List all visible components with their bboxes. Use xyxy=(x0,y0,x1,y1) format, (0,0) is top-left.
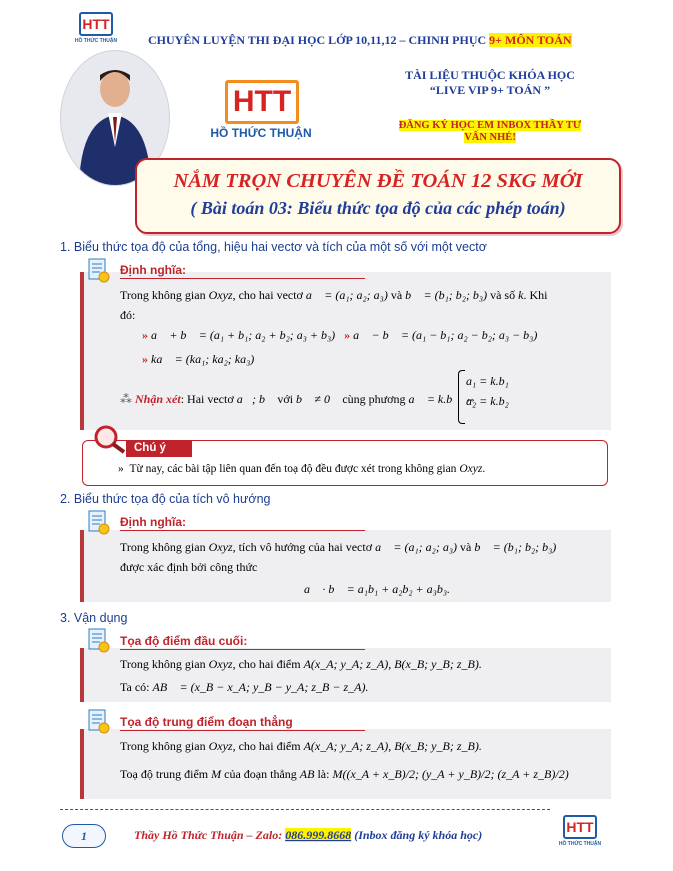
footer-divider xyxy=(60,809,550,810)
card-2-title: Tọa độ trung điểm đoạn thẳng xyxy=(120,715,293,729)
s1-text: Trong không gian xyxy=(120,288,209,302)
s3-vector-ab: AB⃗ = (x_B − x_A; y_B − y_A; z_B − z_A). xyxy=(152,680,369,694)
s1-text: với xyxy=(274,392,297,406)
title-banner xyxy=(135,158,621,234)
sparkle-icon: ⁂ xyxy=(120,392,132,406)
s1-oxyz: Oxyz xyxy=(208,288,233,302)
footer-logo-mark: HTT xyxy=(563,815,597,839)
header-title-highlight: 9+ MÔN TOÁN xyxy=(489,33,572,47)
section-1-line-1 xyxy=(120,288,547,303)
register-text xyxy=(380,120,600,144)
s2-text: Trong không gian xyxy=(120,540,209,554)
section-1-remark xyxy=(120,392,477,407)
bullet-icon: » xyxy=(118,463,124,475)
s3-text: Ta có: xyxy=(120,680,153,694)
s1-text: cùng phương xyxy=(339,392,409,406)
section-1-line-2: đó: xyxy=(120,308,136,322)
card-1-line-1 xyxy=(120,657,482,672)
s1-scale-formula: ka⃗ = (ka₁; ka₂; ka₃) xyxy=(151,352,255,366)
s3-text: là: xyxy=(314,767,333,781)
bullet-icon: » xyxy=(142,352,148,366)
note-title-tab: Chú ý xyxy=(126,440,192,457)
card-2-underline xyxy=(120,730,365,731)
card-1-title: Tọa độ điểm đầu cuối: xyxy=(120,634,248,648)
system-eq-1: a₁ = k.b₁ xyxy=(466,374,509,388)
s1-remark-equation: a⃗ = k.b⃗ ⇔ xyxy=(408,392,477,406)
s3-text: Toạ độ trung điểm xyxy=(120,767,212,781)
s1-text: và số xyxy=(487,288,519,302)
s3-text: của đoạn thẳng xyxy=(221,767,300,781)
banner-line-1: NẮM TRỌN CHUYÊN ĐỀ TOÁN 12 SKG MỚI xyxy=(173,170,583,192)
s3-oxyz: Oxyz xyxy=(208,657,233,671)
logo-caption: HỒ THỨC THUẬN xyxy=(74,38,118,44)
footer-inbox: (Inbox đăng ký khóa học) xyxy=(351,828,483,842)
s1-text: , cho hai vectơ xyxy=(232,288,306,302)
s3-points: A(x_A; y_A; z_A), B(x_B; y_B; z_B). xyxy=(303,739,482,753)
section-1-sum-diff xyxy=(142,328,537,343)
page-number-cloud xyxy=(62,824,106,848)
brand-logo-mark: HTT xyxy=(225,80,299,124)
footer-author: Thầy Hồ Thức Thuận – Zalo: xyxy=(134,828,286,842)
s3-points: A(x_A; y_A; z_A), B(x_B; y_B; z_B). xyxy=(303,657,482,671)
card-1-line-2 xyxy=(120,680,368,695)
s3-text: , cho hai điểm xyxy=(232,739,304,753)
s3-midpoint: M xyxy=(211,767,222,781)
s2-text: , tích vô hướng của hai vectơ xyxy=(232,540,376,554)
header-title xyxy=(148,33,572,48)
header-logo-small xyxy=(72,12,120,44)
section-2-def-underline xyxy=(120,530,365,531)
note-text-end: . xyxy=(482,463,486,475)
note-text xyxy=(118,463,485,475)
s1-vector-b: b⃗ = (b₁; b₂; b₃) xyxy=(405,288,488,302)
s2-oxyz: Oxyz xyxy=(208,540,233,554)
footer-phone: 086.999.8668 xyxy=(285,828,352,842)
s1-vector-a: a⃗ = (a₁; a₂; a₃) xyxy=(305,288,388,302)
s2-text: và xyxy=(457,540,475,554)
magnifier-icon xyxy=(92,424,128,454)
document-icon xyxy=(88,258,110,284)
s2-vector-a: a⃗ = (a₁; a₂; a₃) xyxy=(375,540,458,554)
header-title-text: CHUYÊN LUYỆN THI ĐẠI HỌC LỚP 10,11,12 – CHINH PHỤC xyxy=(148,33,487,47)
logo-mark: HTT xyxy=(79,12,113,36)
brand-logo xyxy=(196,80,326,140)
s3-segment: AB xyxy=(299,767,315,781)
s1-text: . Khi xyxy=(523,288,548,302)
section-2-line-1 xyxy=(120,540,556,555)
section-2-line-2: được xác định bởi công thức xyxy=(120,560,258,574)
promo-line-1: TÀI LIỆU THUỘC KHÓA HỌC xyxy=(405,68,575,82)
register-line-1: ĐĂNG KÝ HỌC EM INBOX THẦY TƯ xyxy=(398,120,582,131)
s1-sum-formula: a⃗ + b⃗ = (a₁ + b₁; a₂ + b₂; a₃ + b₃) xyxy=(151,328,336,342)
remark-label: Nhận xét xyxy=(135,392,181,406)
card-2-line-1 xyxy=(120,739,482,754)
section-1-heading: 1. Biểu thức tọa độ của tổng, hiệu hai vectơ và tích của một số với một vectơ xyxy=(60,240,487,254)
footer-logo-caption: HỒ THỨC THUẬN xyxy=(558,841,602,847)
document-icon xyxy=(88,709,110,735)
promo-line-2: “LIVE VIP 9+ TOÁN ” xyxy=(429,83,551,97)
s3-oxyz: Oxyz xyxy=(208,739,233,753)
s3-text: Trong không gian xyxy=(120,657,209,671)
document-icon xyxy=(88,510,110,536)
system-brace xyxy=(458,370,465,424)
s1-remark-vectors: a⃗; b⃗ xyxy=(236,392,275,406)
brand-caption: HỒ THỨC THUẬN xyxy=(210,126,312,140)
section-2-heading: 2. Biểu thức tọa độ của tích vô hướng xyxy=(60,492,271,506)
page-number: 1 xyxy=(81,829,87,843)
note-oxyz: Oxyz xyxy=(459,463,483,475)
s1-text: và xyxy=(387,288,406,302)
note-text-body: Từ nay, các bài tập liên quan đến toạ độ đều được xét trong không gian xyxy=(129,463,460,475)
register-line-2: VẤN NHÉ! xyxy=(464,132,516,143)
section-3-heading: 3. Vận dụng xyxy=(60,611,128,625)
footer-logo xyxy=(552,815,608,847)
section-2-def-title: Định nghĩa: xyxy=(120,515,186,529)
section-1-def-underline xyxy=(120,278,365,279)
promo-text xyxy=(380,68,600,98)
system-eq-2: a₂ = k.b₂ xyxy=(466,394,509,408)
footer-credit xyxy=(134,828,482,843)
s3-text: , cho hai điểm xyxy=(232,657,304,671)
s1-remark-condition: b⃗ ≠ 0⃗ xyxy=(296,392,340,406)
s3-midpoint-formula: M((x_A + x_B)/2; (y_A + y_B)/2; (z_A + z_B)/2) xyxy=(332,767,569,781)
section-2-formula: a⃗ · b⃗ = a₁b₁ + a₂b₂ + a₃b₃. xyxy=(304,582,450,596)
s1-scalar: k xyxy=(518,288,524,302)
banner-line-2: ( Bài toán 03: Biểu thức tọa độ của các phép toán) xyxy=(190,198,566,218)
section-1-def-title: Định nghĩa: xyxy=(120,263,186,277)
s2-vector-b: b⃗ = (b₁; b₂; b₃) xyxy=(474,540,557,554)
bullet-icon: » xyxy=(344,328,351,342)
document-icon xyxy=(88,628,110,654)
card-1-underline xyxy=(120,649,365,650)
s1-diff-formula: a⃗ − b⃗ = (a₁ − b₁; a₂ − b₂; a₃ − b₃) xyxy=(353,328,538,342)
bullet-icon: » xyxy=(142,328,148,342)
section-1-scale xyxy=(142,352,254,367)
card-2-line-2 xyxy=(120,767,569,782)
s3-text: Trong không gian xyxy=(120,739,209,753)
s1-text: : Hai vectơ xyxy=(180,392,237,406)
